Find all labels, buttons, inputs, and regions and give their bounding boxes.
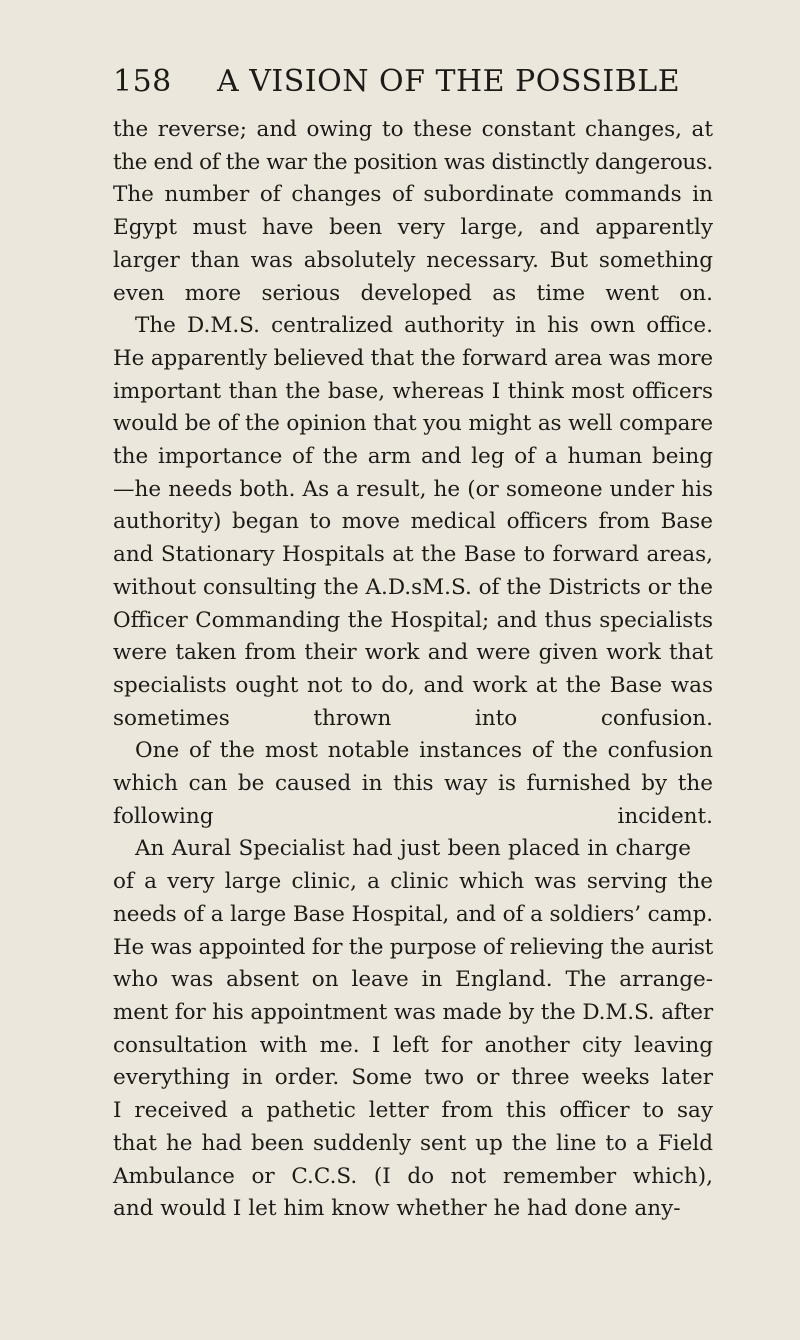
text-line: One of the most notable instances of the confusion [135, 738, 713, 764]
text-line: the end of the war the position was distinctly dangerous. [113, 149, 713, 175]
text-line: would be of the opinion that you might as well compare [113, 411, 713, 437]
text-line: which can be caused in this way is furnished by the [113, 771, 713, 797]
text-line: of a very large clinic, a clinic which was serving the [113, 869, 713, 895]
text-line: Egypt must have been very large, and apparently [113, 215, 713, 241]
text-line: important than the base, whereas I think most officers [113, 378, 713, 404]
text-line: specialists ought not to do, and work at the Base was [113, 672, 713, 698]
text-line: the importance of the arm and leg of a human being [113, 444, 713, 470]
text-line: that he had been suddenly sent up the line to a Field [113, 1130, 713, 1156]
text-line: He was appointed for the purpose of relieving the aurist [113, 934, 713, 960]
text-line: The number of changes of subordinate commands in [113, 182, 713, 208]
text-line: were taken from their work and were given work that [113, 640, 713, 666]
text-line: ment for his appointment was made by the D.M.S. after [113, 999, 713, 1025]
text-line: sometimes thrown into confusion. [113, 705, 713, 731]
text-line: An Aural Specialist had just been placed in charge [135, 836, 691, 862]
text-line: He apparently believed that the forward area was more [113, 345, 713, 371]
text-line: Ambulance or C.C.S. (I do not remember which), [113, 1163, 713, 1189]
text-line: even more serious developed as time went on. [113, 280, 713, 306]
text-line: I received a pathetic letter from this officer to say [113, 1098, 713, 1124]
text-line: needs of a large Base Hospital, and of a soldiers’ camp. [113, 901, 713, 927]
text-line: consultation with me. I left for another city leaving [113, 1032, 713, 1058]
text-line: and Stationary Hospitals at the Base to forward areas, [113, 542, 713, 568]
running-title: A VISION OF THE POSSIBLE [217, 64, 681, 99]
text-line: authority) began to move medical officers from Base [113, 509, 713, 535]
text-line: —he needs both. As a result, he (or someone under his [113, 476, 713, 502]
body-text [113, 114, 713, 1226]
text-line: the reverse; and owing to these constant changes, at [113, 117, 713, 142]
paragraph-2 [113, 310, 713, 735]
page-number: 158 [113, 64, 172, 99]
text-line: following incident. [113, 803, 713, 829]
text-line: who was absent on leave in England. The arrange- [113, 967, 713, 993]
text-line: and would I let him know whether he had done any- [113, 1196, 681, 1222]
text-line: everything in order. Some two or three weeks later [113, 1065, 713, 1091]
paragraph-1 [113, 114, 713, 310]
page-header [113, 64, 713, 108]
text-line: larger than was absolutely necessary. But something [113, 247, 713, 273]
text-line: without consulting the A.D.sM.S. of the Districts or the [113, 574, 713, 600]
paragraph-3 [113, 735, 713, 833]
text-line: The D.M.S. centralized authority in his own office. [135, 313, 713, 339]
text-line: Officer Commanding the Hospital; and thus specialists [113, 607, 713, 633]
paragraph-4 [113, 833, 713, 1225]
